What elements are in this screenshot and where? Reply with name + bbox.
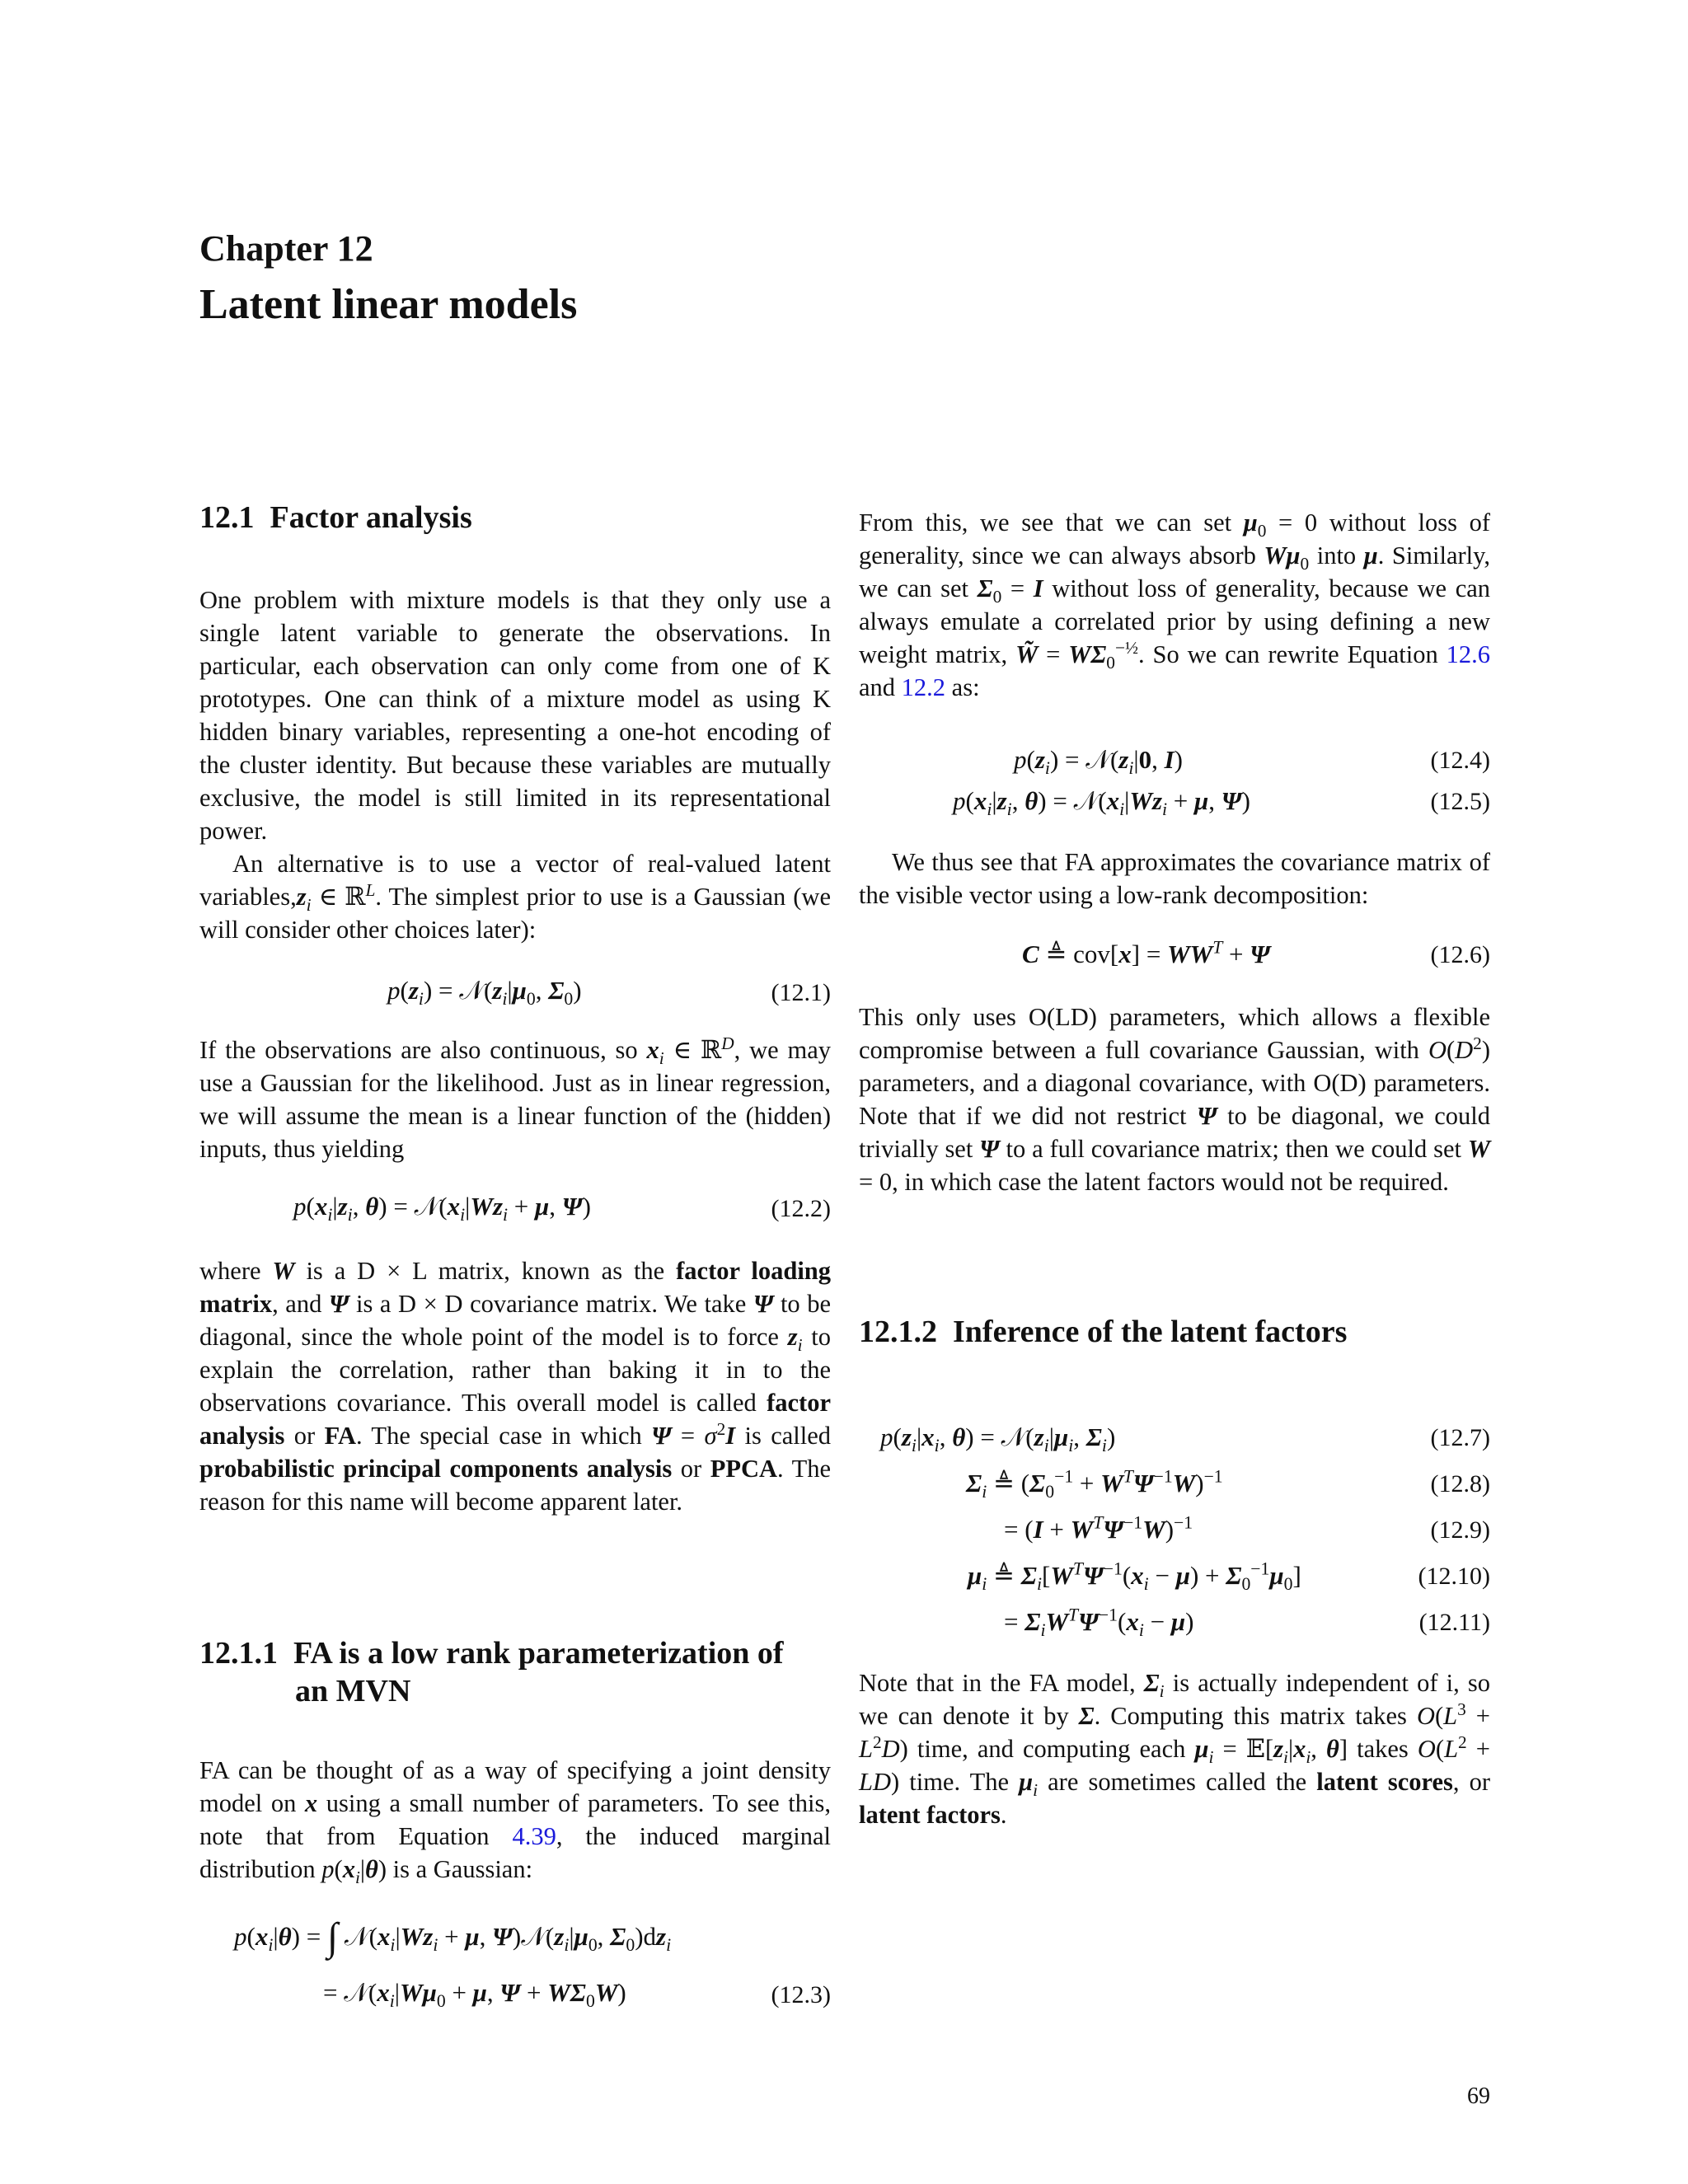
equation-number: (12.3) bbox=[771, 1981, 831, 2008]
equation-number: (12.10) bbox=[1418, 1563, 1490, 1590]
right-column-text-1 bbox=[859, 506, 1490, 704]
left-column-text-4 bbox=[199, 1754, 831, 1886]
right-column-text-2 bbox=[859, 846, 1490, 912]
paragraph-real-valued-latent: An alternative is to use a vector of real-valued latent $variables,z_i$ ∈ ℝ$^L$. The simplest prior to use is a Gaussian (we will consider other choices later): bbox=[199, 850, 831, 944]
equation-12-9: = $(I + W^T\Psi^{-1}W)^{-1}$ bbox=[1004, 1512, 1193, 1544]
equation-12-2: $p(x_i|z_i$, $\theta) = 𝒩(x_i|Wz_i + \mu$, Ψ) bbox=[293, 1192, 591, 1226]
equation-number: (12.1) bbox=[771, 979, 831, 1006]
equation-12-8: $\Sigma_i$ ≜ $(\Sigma_0^{-1} + W^T\Psi^{-1}W)^{-1}$ bbox=[966, 1466, 1223, 1502]
chapter-label: Chapter 12 bbox=[199, 228, 373, 269]
paragraph-factor-loading: where W is a D × L matrix, known as the factor loading matrix, and Ψ is a D × D covariance matrix. We take Ψ to be diagonal, since the whole point of the model is to force $z_i$ to explain the correlation, rather than baking it in to the observations covariance. This overall model is called factor analysis or FA. The special case in which $\Psi = \sigma^2I$ is called probabilistic principal components analysis or PPCA. The reason for this name will become apparent later. bbox=[199, 1257, 832, 1516]
left-column-text-2 bbox=[199, 1033, 831, 1165]
page-number: 69 bbox=[1467, 2083, 1490, 2109]
equation-number: (12.4) bbox=[1430, 747, 1490, 774]
equation-12-11: = $\Sigma_iW^T\Psi^{-1}(x_i - \mu)$ bbox=[1004, 1605, 1194, 1641]
left-column-text-3 bbox=[199, 1254, 831, 1518]
equation-12-4: $p(z_i)$ = $𝒩(z_i|0$, I) bbox=[1014, 745, 1183, 779]
equation-12-5: $p(x_i|z_i$, $\theta) = 𝒩(x_i|Wz_i + \mu$, Ψ) bbox=[953, 786, 1250, 820]
equation-number: (12.5) bbox=[1430, 788, 1490, 815]
paragraph-latent-scores: Note that in the FA model, $\Sigma_i$ is actually independent of i, so we can denote it by Σ. Computing this matrix takes $O(L^3 + L^2D)$ time, and computing each $\mu_i$ = $𝔼[z_i|x_i$, θ] takes $O(L^2 + LD)$ time. The $\mu_i$ are sometimes called the latent scores, or latent factors. bbox=[859, 1669, 1491, 1829]
equation-number: (12.9) bbox=[1430, 1516, 1490, 1544]
paragraph-observations-continuous: If the observations are also continuous, so $x_i$ ∈ ℝ$^D$, we may use a Gaussian for the likelihood. Just as in linear regression, we will assume the mean is a linear function of the (hidden) inputs, thus yielding bbox=[199, 1033, 831, 1163]
equation-number: (12.11) bbox=[1418, 1609, 1490, 1636]
equation-number: (12.7) bbox=[1430, 1424, 1490, 1451]
equation-number: (12.2) bbox=[771, 1195, 831, 1222]
section-heading-12-1-1: 12.1.1 FA is a low rank parameterization of bbox=[199, 1636, 784, 1671]
section-heading-12-1: 12.1 Factor analysis bbox=[199, 500, 472, 535]
paragraph-parameters: This only uses O(LD) parameters, which allows a flexible compromise between a full covariance Gaussian, with $O(D^2)$ parameters, and a diagonal covariance, with O(D) parameters. Note that if we did not restrict Ψ to be diagonal, we could trivially set Ψ to a full covariance matrix; then we could set W = 0, in which case the latent factors would not be required. bbox=[859, 1003, 1491, 1196]
chapter-title: Latent linear models bbox=[199, 281, 578, 328]
equation-12-1: $p(z_i)$ = $𝒩(z_i|\mu_0$, $\Sigma_0$) bbox=[387, 976, 582, 1010]
paragraph-joint-density: FA can be thought of as a way of specifying a joint density model on x using a small number of parameters. To see this, note that from Equation 4.39, the induced marginal distribution $p(x_i|\theta)$ is a Gaussian: bbox=[199, 1756, 831, 1888]
paragraph-low-rank: We thus see that FA approximates the covariance matrix of the visible vector using a low-rank decomposition: bbox=[859, 848, 1490, 909]
link-equation-4-39[interactable]: 4.39 bbox=[512, 1822, 556, 1850]
equation-12-10: $\mu_i$ ≜ $\Sigma_i[W^T\Psi^{-1}(x_i - \mu) + \Sigma_0^{-1}\mu_0]$ bbox=[968, 1558, 1301, 1595]
section-heading-12-1-1-line2: an MVN bbox=[295, 1674, 411, 1708]
equation-12-3-line1: $p(x_i|\theta)$ = ∫ $𝒩(x_i|Wz_i + \mu$, $\Psi)𝒩(z_i|\mu_0$, $\Sigma_0)dz_i$ bbox=[234, 1915, 672, 1959]
equation-12-3-line2: = $𝒩(x_i|W\mu_0 + \mu$, $\Psi + W\Sigma_0W$) bbox=[323, 1978, 626, 2012]
section-heading-12-1-2: 12.1.2 Inference of the latent factors bbox=[859, 1315, 1348, 1349]
paragraph-mixture-models: One problem with mixture models is that they only use a single latent variable to generate the observations. In particular, each observation can only come from one of K prototypes. One can think of a mixture model as using K hidden binary variables, representing a one-hot encoding of the cluster identity. But because these variables are mutually exclusive, the model is still limited in its representational power. bbox=[199, 586, 831, 845]
equation-12-7: $p(z_i|x_i$, $\theta) = 𝒩(z_i|\mu_i$, $\Sigma_i$) bbox=[880, 1422, 1116, 1456]
equation-12-6: C ≜ $cov[x] = WW^T + \Psi$ bbox=[1022, 937, 1271, 968]
right-column-text-4 bbox=[859, 1666, 1490, 1831]
equation-number: (12.6) bbox=[1430, 941, 1490, 968]
link-equation-12-6[interactable]: 12.6 bbox=[1446, 640, 1491, 668]
link-equation-12-2[interactable]: 12.2 bbox=[901, 673, 946, 701]
paragraph-mu-zero: From this, we see that we can set $\mu_0 = 0$ without loss of generality, since we can always absorb $W\mu_0$ into μ. Similarly, we can set $\Sigma_0 = I$ without loss of generality, because we can always emulate a correlated prior by using defining a new weight matrix, W̃ = $W\Sigma_0^{-\frac{1}{2}}$. So we can rewrite Equation 12.6 and 12.2 as: bbox=[859, 509, 1491, 701]
left-column-text-1 bbox=[199, 583, 831, 946]
right-column-text-3 bbox=[859, 1001, 1490, 1198]
equation-number: (12.8) bbox=[1430, 1470, 1490, 1497]
